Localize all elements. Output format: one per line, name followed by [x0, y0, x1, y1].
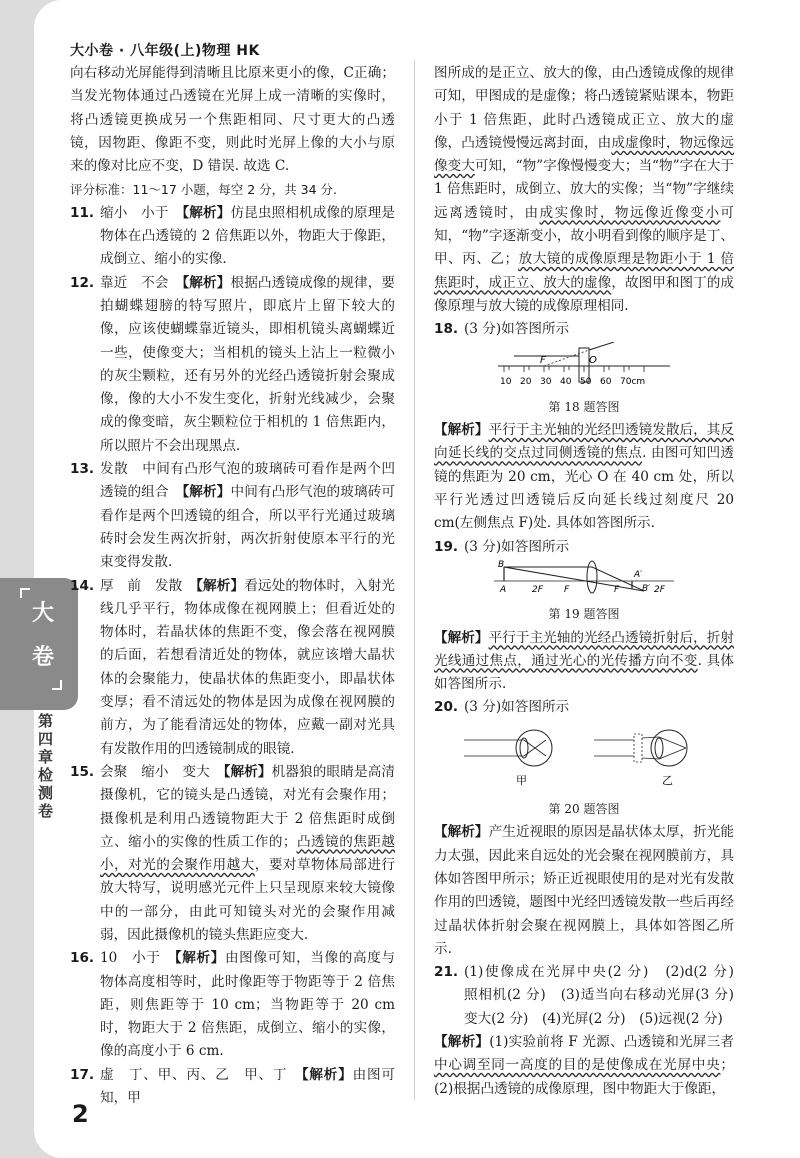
key-point: 成实像时，物远像近像变小: [539, 204, 721, 221]
lens-b: [655, 738, 663, 758]
analysis-tag: 【解析】: [182, 274, 231, 291]
analysis-text: . 具体如答图所示.: [434, 652, 734, 693]
answer: (3 分)如答图所示: [464, 321, 570, 338]
tick-label: 40: [560, 376, 572, 387]
answer: 靠近 不会: [100, 274, 169, 291]
label-F: F: [540, 354, 546, 366]
question-17: [70, 1064, 395, 1111]
label-A: A: [500, 584, 507, 595]
analysis-text: 可知，“物”字逐渐变小，故小明看到像的顺序是丁、甲、丙、乙；: [434, 204, 735, 268]
analysis-text: 根据凸透镜成像的规律，要拍蝴蝶翅膀的特写照片，即底片上留下较大的像，应该使蝴蝶靠近镜头，即相机镜头离蝴蝶近一些，使像变大；当相机的镜头上沾上一粒微小的灰尘颗粒，还有另外的光经凸透镜折射会聚成像，像的大小不发生变化，折射光线减少，会聚成的像变暗，灰尘颗粒位于相机的 1 倍焦距内，所以照片不会出现黑点.: [100, 274, 396, 454]
analysis-text: ，要对草物体局部进行放大特写，说明感光元件上只呈现原来较大镜像中的一部分，由此可知镜头对光的会聚作用减弱，因此摄像机的镜头焦距应变大.: [100, 857, 396, 943]
bracket-mark: [20, 588, 30, 598]
question-15: [70, 761, 395, 947]
analysis-text: 可知，“物”字像慢慢变大；当“物”字在大于 1 倍焦距时，成倒立、放大的实像；当“物”字继续远离透镜时，由: [434, 158, 735, 221]
figure-caption: 第 20 题答图: [548, 802, 620, 817]
analysis-text: ；(2)根据凸透镜的成像原理，图中物距大于像距，: [434, 1057, 734, 1097]
label-b: 乙: [662, 773, 673, 787]
extension-line: [544, 350, 589, 366]
key-point: 放大镜的成像原理是物距小于 1 倍焦距时，成正立、放大的虚像: [434, 251, 734, 291]
side-tab-text-2: 卷: [32, 645, 55, 670]
question-13: [70, 458, 395, 574]
analysis-tag: 【解析】: [301, 1066, 353, 1083]
intro-text: 向右移动光屏能得到清晰且比原来更小的像，C正确；当发光物体通过凸透镜在光屏上成一清晰的实像时，将凸透镜更换成另一个焦距相同、尺寸更大的凸透镜，因物距、像距不变，则此时光屏上像的大小与原来的像对比应不变，D 错误. 故选 C.: [70, 65, 395, 175]
question-14: [70, 575, 395, 761]
tick-label: 50: [580, 376, 592, 387]
question-16: [70, 947, 395, 1063]
answer: (1)使像成在光屏中央(2 分) (2)d(2 分) 照相机(2 分) (3)适当向右移动光屏(3 分) 变大(2 分) (4)光屏(2 分) (5)远视(2 分): [464, 964, 748, 1027]
right-column: [434, 62, 748, 1101]
analysis-text: 图所成的是正立、放大的像，由凸透镜成像的规律可知，甲图成的是虚像；将凸透镜紧贴课本，物距小于 1 倍焦距，此时凸透镜成正立、放大的虚像，凸透镜慢慢远离封面，由: [434, 65, 734, 151]
tick-label: 30: [540, 376, 552, 387]
question-number: 20.: [434, 699, 459, 716]
ruler-ticks: [504, 366, 644, 372]
key-point: 成虚像时，物远像远像变大: [434, 134, 735, 175]
analysis-text: ，故图甲和图丁的成像原理与放大镜的成像原理相同.: [434, 274, 735, 314]
analysis-text: 机器狼的眼睛是高清摄像机，它的镜头是凸透镜，对光有会聚作用；摄像机是利用凸透镜物距大于 2 倍焦距时成倒立、缩小的实像的性质工作的；: [100, 763, 396, 850]
question-12: [70, 272, 395, 458]
analysis-tag: 【解析】: [174, 950, 225, 967]
side-tab-text-1: 大: [32, 601, 55, 626]
analysis-tag: 【解析】: [434, 1033, 490, 1050]
analysis-text: (1)实验前将 F 光源、凸透镜和光屏三者: [489, 1033, 734, 1050]
question-number: 21.: [434, 964, 459, 981]
figure-caption: 第 18 题答图: [548, 399, 620, 414]
question-number: 16.: [70, 950, 95, 967]
key-point: 凸透镜的焦距越小，对光的会聚作用越大: [100, 833, 396, 874]
side-tab: [0, 578, 78, 710]
answer: 虚 丁、甲、丙、乙 甲、丁: [100, 1066, 288, 1083]
question-number: 11.: [70, 204, 95, 221]
key-point: 平行于主光轴的光经凹透镜发散后，其反向延长线的交点过同侧透镜的焦点: [434, 422, 735, 462]
center-ray: [504, 567, 644, 591]
q21-analysis: [434, 1031, 734, 1101]
analysis-tag: 【解析】: [196, 577, 245, 594]
question-20: [434, 696, 734, 719]
page-number: 2: [72, 1100, 89, 1128]
figure-18: [434, 342, 734, 420]
chapter-label: 第 四 章 检 测 卷: [38, 712, 54, 820]
q18-analysis: [434, 419, 734, 535]
label-2F: 2F: [532, 584, 543, 595]
convex-lens: [587, 561, 597, 593]
answer: 厚 前 发散: [100, 577, 183, 594]
answer: 发散 中间有凸形气泡的玻璃砖可看作是两个凹透镜的组合: [100, 461, 395, 501]
analysis-text: 中间有凸形气泡的玻璃砖可看作是两个凹透镜的组合，所以平行光通过玻璃砖时会发生两次折射，两次折射使原本平行的光束变得发散.: [100, 484, 396, 571]
question-11: [70, 202, 395, 272]
analysis-tag: 【解析】: [434, 824, 489, 841]
tick-label: 20: [520, 376, 532, 387]
lens-a: [520, 738, 528, 758]
question-number: 18.: [434, 321, 459, 338]
concave-lens: [634, 734, 642, 762]
q20-analysis: [434, 821, 734, 961]
label-a: 甲: [516, 773, 527, 787]
q17-continued: [434, 62, 734, 318]
question-number: 12.: [70, 274, 95, 291]
column-divider: [414, 60, 415, 1100]
label-A-prime: A′: [634, 569, 643, 580]
bracket-mark: [52, 680, 62, 690]
left-column: [70, 62, 395, 1110]
question-number: 13.: [70, 461, 95, 478]
key-point: 平行于主光轴的光经凸透镜折射后，折射光线通过焦点，通过光心的光传播方向不变: [434, 629, 735, 669]
tick-label: 60: [600, 376, 612, 387]
convex-lens-diagram: [484, 559, 684, 595]
question-18: [434, 318, 734, 341]
analysis-text: . 由图可知凹透镜的焦距为 20 cm，光心 O 在 40 cm 处，所以平行光透过凹透镜后反向延长线过刻度尺 20 cm(左侧焦点 F)处. 具体如答图所示.: [434, 445, 734, 532]
analysis-text: 由图像可知，当像的高度与物体高度相等时，此时像距等于物距等于 2 倍焦距，则焦距等于 10 cm；当物距等于 20 cm 时，物距大于 2 倍焦距，成倒立、缩小的实像，像的高度小于 6 cm.: [100, 950, 396, 1060]
tick-label: 10: [500, 376, 512, 387]
tick-label: 70cm: [620, 376, 646, 387]
page-header: 大小卷 · 八年级(上)物理 HK: [70, 43, 260, 59]
analysis-text: 由图可知，甲: [100, 1066, 396, 1107]
label-2F: 2F: [654, 584, 665, 595]
analysis-tag: 【解析】: [434, 629, 489, 646]
analysis-tag: 【解析】: [434, 422, 489, 439]
answer: (3 分)如答图所示: [464, 538, 570, 555]
figure-19: [434, 559, 734, 627]
analysis-tag: 【解析】: [182, 484, 231, 501]
analysis-tag: 【解析】: [223, 763, 272, 780]
q19-analysis: [434, 627, 734, 697]
question-number: 19.: [434, 538, 459, 555]
key-point: 中心调至同一高度的目的是使像成在光屏中央: [434, 1057, 721, 1074]
question-number: 15.: [70, 763, 95, 780]
answer: (3 分)如答图所示: [464, 699, 570, 716]
question-number: 14.: [70, 577, 95, 594]
analysis-text: 看远处的物体时，入射光线几乎平行，物体成像在视网膜上；但看近处的物体时，若晶状体的焦距不变，像会落在视网膜的后面，若想看清近处的物体，就应该增大晶状体的会聚能力，使晶状体的焦距变小，即晶状体变厚；看不清远处的物体是因为成像在视网膜的前方，为了能看清远处的物体，应戴一副对光具有发散作用的凹透镜制成的眼镜.: [100, 577, 396, 757]
ruler-diagram: [494, 342, 674, 388]
question-21: [434, 961, 748, 1031]
analysis-text: 产生近视眼的原因是晶状体太厚，折光能力太强，因此来自远处的光会聚在视网膜前方，具体如答图甲所示；矫正近视眼使用的是对光有发散作用的凹透镜，题图中光经凹透镜发散一些后再经过晶状体折射会聚在视网膜上，具体如答图乙所示.: [434, 824, 735, 957]
eye-diagrams: [454, 720, 714, 790]
label-B: B: [498, 559, 505, 570]
figure-caption: 第 19 题答图: [548, 607, 620, 622]
analysis-tag: 【解析】: [182, 204, 231, 221]
answer: 缩小 小于: [100, 204, 169, 221]
answer: 会聚 缩小 变大: [100, 763, 210, 780]
label-F: F: [614, 584, 620, 595]
label-O: O: [589, 354, 597, 366]
grading-note: 评分标准：11～17 小题，每空 2 分，共 34 分.: [70, 182, 338, 198]
question-number: 17.: [70, 1066, 95, 1083]
refracted-ray: [589, 342, 614, 350]
analysis-text: 仿昆虫照相机成像的原理是物体在凸透镜的 2 倍焦距以外，物距大于像距，成倒立、缩小的实像.: [100, 204, 396, 268]
label-B-prime: B′: [642, 583, 651, 594]
answer: 10 小于: [100, 950, 161, 967]
question-19: [434, 536, 734, 559]
label-F: F: [564, 584, 570, 595]
figure-20: [434, 720, 734, 822]
